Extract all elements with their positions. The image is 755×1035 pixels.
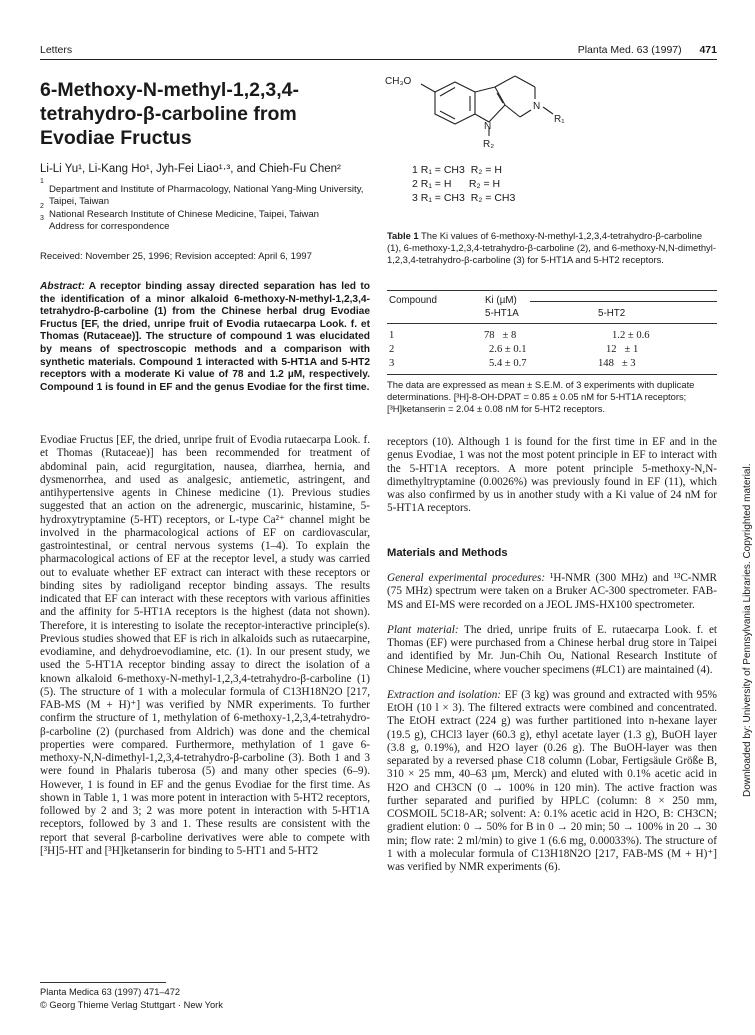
- table-label: Table 1: [387, 230, 419, 241]
- table-row-2-5ht1a: 2.6 ± 0.1: [489, 344, 527, 355]
- section-title: Materials and Methods: [387, 547, 508, 559]
- table-top-rule: [387, 290, 717, 291]
- table-note: The data are expressed as mean ± S.E.M. of 3 experiments with duplicate determinations. [³H]-8-OH-DPAT = 0.85 ± 0.05 nM for 5-HT1A receptors; [³H]ketanserin = 2.04 ± 0.08 nM for 5-HT2 receptors.: [387, 379, 695, 414]
- methods-plant-material: Plant material: The dried, unripe fruits of E. rutaecarpa Look. f. et Thomas (EF) were purchased from a Chinese herbal drug store in Taipei and identified by Mr. Jun-Chih Ou, National Research Institute of Chinese Medicine, where voucher specimens (#LC1) are maintained (4).: [387, 623, 718, 676]
- affiliation-2: 2 National Research Institute of Chinese Medicine, Taipei, Taiwan: [40, 202, 320, 220]
- methods-section: [387, 572, 717, 886]
- body-right-intro: receptors (10). Although 1 is found for the first time in EF and in the genus Evodiae, 1 was not the most potent principle in EF to interact with the 5-HT1A receptors. A more potent principle 5-methoxy-N,N-dimethyltryptamine (0.0026%) was previously found in EF (11), which was also confirmed by us in another study with a Ki value of 24 nM for 5-HT1A receptors.: [387, 436, 717, 515]
- abstract-label: Abstract:: [40, 281, 85, 292]
- table-row-3-5ht2: 148 ± 3: [598, 358, 636, 369]
- methoxy-label: CH₃O: [385, 76, 412, 87]
- abstract-text: A receptor binding assay directed separation has led to the identification of a minor alkaloid 6-methoxy-N-methyl-1,2,3,4-tetrahydro-β-carboline (1) from the Chinese herbal drug Evodiae Fructus [EF, the dried, unripe fruit of Evodia rutaecarpa Look. f. et Thomas (Rutaceae)]. The structure of compound 1 was elucidated by means of spectroscopic methods and a comparison with synthetic materials. Compound 1 interacted with 5-HT1A and 5-HT2 receptors with a moderate Ki value of 78 and 1.2 µM, respectively. Compound 1 is found in EF and the genus Evodiae for the first time.: [40, 281, 371, 393]
- abstract: [40, 281, 370, 394]
- table-row-1-5ht2: 1.2 ± 0.6: [612, 330, 650, 341]
- piperidine-n-label: N: [533, 101, 541, 112]
- download-watermark: Downloaded by: University of Pennsylvania Libraries. Copyrighted material.: [742, 463, 753, 797]
- running-header-journal: [578, 44, 717, 56]
- affiliation-1: 1 Department and Institute of Pharmacology, National Yang-Ming University, Taipei, Taiwan: [40, 178, 364, 208]
- table-bottom-rule: [387, 374, 717, 375]
- methods-extraction: Extraction and isolation: EF (3 kg) was ground and extracted with 95% EtOH (10 l × 3). The filtered extracts were combined and concentrated. The EtOH extract (224 g) was further partitioned into n-hexane layer (19.5 g), CHCl3 layer (60.3 g), ethyl acetate layer (1.3 g), BuOH layer (3.8 g, 0.19%), and H2O layer (0.26 g). The BuOH-layer was then separated by a reversed phase C18 column (Lobar, Fertigsäule Größe B, 310 × 25 mm, 40–63 µm, Merck) and eluted with 0.1% acetic acid in H2O and CH3CN (0 → 100% in 120 min). The active fraction was further separated and purified by HPLC (column: 8 × 250 mm, COSMOIL 5C18-AR; solvent: A: 0.1% acetic acid in H2O, B: CH3CN; gradient elution: 0 → 50% for B in 0 → 20 min; 50 → 100% in 20 → 30 min; flow rate: 2 ml/min) to give 1 (6.6 mg, 0.00033%). The structure of 1 with a molecular formula of C13H18N2O [217, FAB-MS (M + H)⁺] was verified by NMR experiments (6).: [387, 688, 717, 873]
- compound-3: 3 R₁ = CH3 R₂ = CH3: [412, 192, 516, 204]
- affiliation-3: 3 Address for correspondence: [40, 215, 170, 233]
- methods-general: General experimental procedures: ¹H-NMR (300 MHz) and ¹³C-NMR (75 MHz) spectrum were taken on a Bruker AC-300 spectrometer. FAB-MS and EI-MS were recorded on a JEOL JMS-HX100 spectrometer.: [387, 572, 717, 611]
- table-row-1-5ht1a: 78 ± 8: [484, 330, 517, 341]
- footer-citation: Planta Medica 63 (1997) 471–472: [40, 987, 181, 997]
- table-row-2-5ht2: 12 ± 1: [606, 344, 639, 355]
- indole-n-label: N: [484, 121, 492, 132]
- affiliations: [40, 178, 370, 234]
- table-header-rule: [387, 323, 717, 324]
- table-header-ki: Ki (µM): [485, 295, 517, 306]
- footer-copyright: © Georg Thieme Verlag Stuttgart · New York: [40, 999, 223, 1010]
- table-row-3-5ht1a: 5.4 ± 0.7: [489, 358, 527, 369]
- table-header-5ht1a: 5-HT1A: [485, 308, 519, 319]
- running-header-section: Letters: [40, 44, 73, 56]
- footer-rule: [40, 982, 166, 983]
- table-row-3-compound: 3: [389, 358, 395, 369]
- body-left-column: Evodiae Fructus [EF, the dried, unripe fruit of Evodia rutaecarpa Look. f. et Thomas (Rutaceae)] has been recommended for treatment of abdominal pain, acid regurgitation, nausea, diarrhea, hernia, and dysmenorrhea, and used as analgesic, antiemetic, astringent, and antihypertensive agents in Chinese medicine (1). Previous studies suggested that an action on the adrenergic, muscarinic, histamine, 5-hydroxytryptamine (5-HT) receptors, or L-type Ca²⁺ channel might be involved in the pharmacological actions of EF on cardiovascular, gastrointestinal, or central nervous systems (1–4). To explain the pharmacological actions of EF at the receptor level, a study was carried out to evaluate whether EF extract can interact with these receptors or binding sites by radioligand receptor binding assays. The results indicated that EF can interact with these receptors with various affinities and the affinity for 5-HT1A receptors is the highest (data not shown). Therefore, it is interesting to isolate the receptor-interactive principle(s). Previous studies showed that EF is rich in alkaloids such as rutaecarpine, evodiamine, and dehydroevodiamine, etc. (1). In our present study, we used the 5-HT1A receptor binding assay to direct the isolation of a known alkaloid 6-methoxy-N-methyl-1,2,3,4-tetrahydro-β-carboline (1) (5). The structure of 1 with a molecular formula of C13H18N2O [217, FAB-MS (M + H)⁺] was verified by NMR experiments. To further confirm the structure of 1, methylation of 6-methoxy-1,2,3,4-tetrahydro-β-carboline (2) (purchased from Aldrich) was done and the chemical properties were compared. Furthermore, methylation of 1 gave 6-methoxy-N,N-dimethyl-1,2,3,4-tetrahydro-β-carboline (3). Both 1 and 3 were found in Phalaris tuberosa (5) and many other species (6–9). However, 1 is found in EF and the genus Evodiae for the first time. As shown in Table 1, 1 was more potent in interaction with 5-HT2 receptors, followed by 2 and 3; 2 was more potent in interaction with 5-HT1A receptors, followed by 3 and 1. These results are consistent with the report that several β-carboline derivatives were able to compete with [³H]5-HT and [³H]ketanserin for binding to 5-HT1 and 5-HT2: [40, 434, 370, 857]
- journal-citation: Planta Med. 63 (1997): [577, 44, 682, 56]
- table-caption: [387, 230, 717, 266]
- table-header-compound: Compound: [389, 295, 437, 306]
- author-list: Li-Li Yu¹, Li-Kang Ho¹, Jyh-Fei Liao¹·³, and Chieh-Fu Chen²: [40, 163, 341, 175]
- chemical-structure-diagram: [385, 72, 585, 152]
- article-title: 6-Methoxy-N-methyl-1,2,3,4-tetrahydro-β-carboline from Evodiae Fructus: [40, 79, 299, 149]
- page-number: 471: [699, 44, 717, 56]
- table-caption-text: The Ki values of 6-methoxy-N-methyl-1,2,3,4-tetrahydro-β-carboline (1), 6-methoxy-1,2,3,4-tetrahydro-β-carboline (2), and 6-methoxy-N,N-dimethyl-1,2,3,4-tetrahydro-β-carboline (3) for 5-HT1A and 5-HT2 receptors.: [387, 230, 716, 265]
- r2-label: R₂: [483, 139, 495, 150]
- footer: [40, 986, 223, 1011]
- received-dates: Received: November 25, 1996; Revision accepted: April 6, 1997: [40, 251, 312, 262]
- table-row-2-compound: 2: [389, 344, 395, 355]
- table-header-5ht2: 5-HT2: [598, 308, 626, 319]
- compound-key: [412, 163, 515, 205]
- r1-label: R₁: [554, 114, 565, 125]
- header-rule: [40, 59, 717, 60]
- compound-2: 2 R₁ = H R₂ = H: [412, 178, 501, 190]
- table-ki-rule: [530, 301, 717, 302]
- table-row-1-compound: 1: [389, 330, 395, 341]
- compound-1: 1 R₁ = CH3 R₂ = H: [412, 164, 502, 176]
